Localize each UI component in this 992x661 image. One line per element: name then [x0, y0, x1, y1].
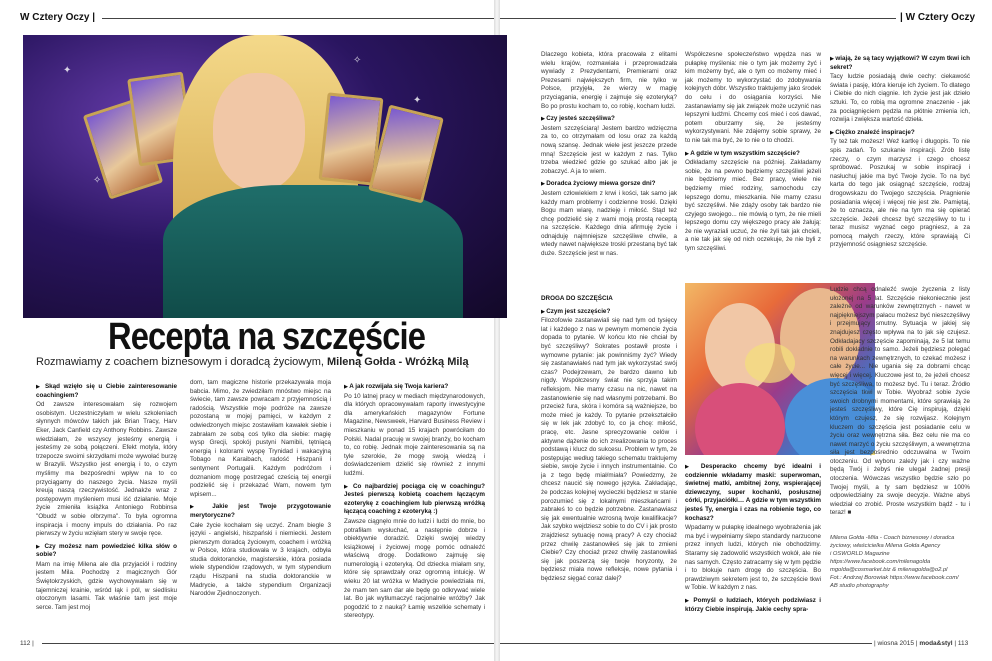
body-paragraph: Ludzie chcą odnaleźć swoje życzenia z listy ułożonej na 5 lat. Szczęście niekoniecznie jest zależne od warunków zewnętrznych - nawet w najpiękniejszym pałacu możesz być nieszczęśliwy i przejmujący smutny. Sytuacja w jakiej się znajdujesz często wpływa na to jak się czujesz. Odkładajacy szczęście zapominają, że 5 lat temu robili dokładnie to samo. Jeżeli będziesz polegać na warunkach zewnętrznych, to czekać możesz i całe życie... Nie ugania się za dobrami chcąc więcej i więcej. Kluczowe jest to, że jeżeli chcesz być szczęśliwa, to możesz być. Tu i teraz. Źródło szczęścia tkwi w Tobie. Wyobraź sobie życie swoich drobnymi momentami, które sprawiają że jesteś szczęśliwy, które Cię inspirują, dzięki którym czujesz, że się rozwijasz. Kolejnym kluczem do szczęścia jest posiadanie celu w życiu oraz wewnętrzna siła. Bez celu nie ma co nawet marzyć o życiu szczęśliwym, a wewnętrzna siła jest bezpośrednio odczuwalna w Twoim otoczeniu. Od wyboru zależy jak i czy ważne będą Twój i żebyś nie ulegał żadnej presji otoczenia. Wówczas wszystko będzie szło po Twojej myśli, a ty sam będziesz w 100% odpowiedzialny za swoje decyzje. Ważne abyś wiedział co zrobić. Proste wszystkim bądź - tu i teraz! ■	[830, 286, 970, 517]
footer-rule	[42, 643, 494, 644]
interview-question: ▶ A jak rozwijała się Twoja kariera?	[344, 383, 485, 392]
interview-question: ▶ A gdzie w tym wszystkim szczęście?	[685, 150, 821, 159]
text-column	[541, 289, 677, 636]
body-paragraph: dom, tam magiczne historie przekazywała moja babcia. Mimo, że zwiedziłam mnóstwo miejsc na świecie, tam zawsze powracam z przyjemnością i radością. Wszystkie moje podróże na zawsze pozostaną w mojej pamięci, w każdym z odwiedzonych miejsc zostawiłam kawałek siebie i zabrałam ze sobą coś tylko dla siebie: magię wysp Grecji, spokój pustyni Namibii, tętniącą energią i kolorami wyspę Trynidad i wakacyjną Tobago na Karaibach, radość Hiszpanii i sentyment Portugalii. Każdym podróżom i doznaniom mogę postrzegać cześcią tej energii podzielić się i przekazać Wam, nowem tym wpisem...	[190, 379, 331, 498]
text-column	[685, 459, 821, 636]
interview-question: ▶ Skąd wzięło się u Ciebie zainteresowanie coachingiem?	[36, 383, 177, 400]
body-paragraph: Dlaczego kobieta, która pracowała z elitami wielu krajów, rozmawiała i przeprowadzała wywiady z Prezydentami, Premierami oraz Prezesami największych firm, nie tylko w Polsce, przyjęła, że wierzy w magię przyciągania, energię i zajmuje się ezoteryką? Bo po prostu kocham to, co robię, kocham ludzi.	[541, 51, 677, 110]
body-paragraph: Współczesne społeczeństwo wpędza nas w pułapkę myślenia: nie o tym jak możemy żyć i kim możemy być, ale o tym co możemy mieć i jak możemy to wykorzystać do zdobywania kolejnych dóbr. Wszystko traktujemy jako środek do celu i do osiągania korzyści. Nie zastanawiamy się jak związek może uczynić nas lepszymi ludźmi. Chcemy coś mieć i coś dawać, potem oburzamy się, że jesteśmy wykorzystywani. Nie zdajemy sobie sprawy, że to nie tak ma być, że to nie o to chodzi.	[685, 51, 821, 144]
section-heading: DROGA DO SZCZĘŚCIA	[541, 295, 613, 302]
body-paragraph: Jestem szczęściarą! Jestem bardzo wdzięczna za to, co otrzymałam od losu oraz za każdą nową szansę. Jednak wiele jest jeszcze przede mną! Szczęście jest w każdym z nas. Tylko trzeba wiedzieć gdzie go szukać albo jak je zobaczyć. A ja to wiem.	[541, 124, 677, 175]
body-paragraph: Tacy ludzie posiadają dwie cechy: ciekawość świata i pasję, która kieruje ich życiem. To dlatego i Ciebie do nich ciągnie. Ich życie jest jak dzieło sztuki. To, co robią ma ogromne znaczenie - jak za pociągnięciem pędzla na płótnie zmienia ich, rozwija i zwiększa wartość dzieła.	[830, 73, 970, 124]
body-paragraph: Mam na imię Milena ale dla przyjaciół i rodziny jestem Mila. Pochodzę z magicznych Gór Świętokrzyskich, gdzie wychowywałam się w tajemniczej krainie, wśród łąk i pól, w siedlisku otoczonym lasami. Tak właśnie tam jest moje serce. Tam jest moj	[36, 560, 177, 611]
article-subtitle: Rozmawiamy z coachem biznesowym i doradcą życiowym, Mileną Gołda - Wróżką Milą	[36, 356, 469, 368]
footer-rule	[500, 643, 872, 644]
body-paragraph: Ty też tak możesz! Weź kartkę i długopis. To nie spis zadań. To szukanie inspiracji. Zrób listę rzeczy, o czym marzysz i czego chcesz spróbować. Poszukaj w sobie inspiracji i nasłuchuj jakie ma być Twoje życie. To na być karta do tego jak osiągnąć szczęście, rodzaj drogowskazu do Twojego szczęścia. Pragnienie posiadania więcej i więcej nie jest złe. Pamiętaj, że to oznacza, ale nie na tym ma się opierać szczęście. Jeżeli chcesz być szczęśliwy to tu i teraz musisz wyznać cego pragniesz, a za pomocą małych rzeczy, które sprawiają Ci przyjemność osiągniesz szczęście.	[830, 138, 970, 249]
text-column	[344, 379, 485, 636]
section-name: Cztery Oczy	[917, 12, 976, 23]
text-column	[830, 286, 970, 526]
text-column	[190, 379, 331, 636]
body-paragraph: Od zawsze interesowałam się rozwojem osobistym. Uczestniczyłam w wielu szkoleniach słynnych mówców takich jak Brian Tracy, Harv Eker, Jack Canfield czy Anthony Robbins. Zawsze wiedziałam, że wszyscy jesteśmy energią i jesteśmy ze sobą połączeni. Efekt motyla, który trzepocze swoimi skrzydłami może wywołać burzę w Brazylii. Wszystko jest energią i to, o czym myślimy ma bezpośredni wpływ na to co przyciągamy do naszego życia. Nasze myśli kreują naszą rzeczywistość. Jednakże wraz z postępowym myśleniem musi iść działanie. Moje życie zmieniła książka Antoniego Robbinsa "Obudź w sobie olbrzyma". To była ogromna inspiracja i mocny impuls do działania. Po raz pierwszy w życiu wzięłam stery w swoje ręce.	[36, 401, 177, 538]
brand-mark: W	[905, 12, 916, 23]
interview-question: ▶ Pomyśl o ludziach, których podziwiasz i którzy Ciebie inspirują. Jakie cechy spra-	[685, 597, 821, 614]
interview-question: ▶ Czym jest szczęście?	[541, 308, 677, 317]
text-column	[541, 51, 677, 283]
body-paragraph: Całe życie kochałam się uczyć. Znam biegle 3 języki - angielski, hiszpański i niemiecki. Jestem pierwszym doradcą życiowym, coachem i wróżką w Polsce, która studiowała w 3 krajach, odbyła studia doktoranckie, magisterskie, która posiada wiele stypendiów rządowych, w tym stypendium rządu Hiszpanii na studia doktoranckie w Madrycie, a także stypendium Organizacji Narodów Zjednoczonych.	[190, 521, 331, 598]
running-head-right: | W Cztery Oczy	[900, 12, 976, 23]
body-paragraph: Jestem człowiekiem z krwi i kości, tak samo jak każdy mam problemy i codzienne troski. Dzięki Bogu mam wiarę, nadzieję i miłość. Stąd też chcę podzielić się z wami moją prostą receptą na szczęście. Każdego dnia afirmuję życie i odnajduję najmniejsze szczęśliwe chwile, a wtedy nawet największe troski przestaną być tak duże. Szczęście jest w nas.	[541, 189, 677, 258]
header-rule	[500, 18, 896, 19]
text-column	[685, 51, 821, 276]
interview-question: ▶ wiają, że są tacy wyjątkowi? W czym tkwi ich sekret?	[830, 55, 970, 72]
author-caption: Milena Gołda -Mila - Coach biznesowy i doradca życiowy, właścicielka Milena Gołda Agency i OSWORLD Magazine https://www.facebook.com/milenagolda mgolda@cosmarket.biz & milenagolda@o2.pl Fot.: Andrzej Borowiak https://www.facebook.com/ AB studio photography	[830, 535, 959, 589]
portrait-photo: ✦ ✦ ✧ ✧	[23, 35, 507, 318]
page-number-left: 112 |	[20, 640, 34, 647]
body-paragraph: Zawsze ciągnęło mnie do ludzi i ludzi do mnie, bo potrafiłam wysłuchać, a następnie dobrze i obiektywnie doradzić. Dzięki swojej wiedzy książkowej i życiowej mogę pomóc odnaleźć właściwą drogę. Dodatkowo zajmuję się numerologią i ezoteryką. Od dziecka miałam sny, które się sprawdzały oraz ogromną intuicję. W wieku 20 lat wróżka w Madrycie powiedziała mi, że mam ten sam dar ale będę go odkrywać wiele lat. Bo jak wytłumaczyć racjonalnie wróżby? Jak pogodzić to z nauką? Łamię wszelkie schematy i stereotypy.	[344, 517, 485, 620]
header-rule	[102, 18, 494, 19]
page-number-right: | wiosna 2015 | moda&styl | 113	[874, 640, 969, 647]
body-paragraph: Po 10 latnej pracy w mediach międzynarodowych, dla których opracowywałam raporty inwestycyjne dla amerykańskich magazynów Fortune Magazine, Newsweek, Harvard Business Review i mieszkaniu w ponad 15 krajach powróciłam do Polski. Nadal pracuję w swojej branży, bo kocham to, co robię. Jednak moje zainteresowania są na tyle szerokie, że mogę swoją wiedzą i doświadczeniem dzielić się również z innymi ludźmi.	[344, 392, 485, 477]
interview-question: ▶ Czy jesteś szczęśliwa?	[541, 115, 677, 124]
interview-question: ▶ Desperacko chcemy być idealni i codziennie wkładamy maski: superwoman, świetnej matki, ambitnej żony, wspierającej dziewczyny, super kochanki, posłusznej córki, przyjaciółki… A gdzie w tym wszystkim jesteś Ty, energia i czas na robienie tego, co kochasz?	[685, 463, 821, 523]
section-name: Cztery Oczy	[32, 12, 90, 23]
brand-mark: W	[20, 12, 30, 23]
body-paragraph: Odkładamy szczęście na później. Zakładamy sobie, że na pewno będziemy szczęśliwi jeżeli nie będziemy mieć. Bez pracy, wiele nie będziemy mieć rodziny, samochodu czy lepszego domu, mieszkania. Nie mamy czasu być szczęśliwi. Nie zdąży osoby tak bardzo nie czyjego swojego... nie mówią o tym, że nie mieli lepszego domu czy większego pracy ale żałują: że nie wyraziali uczuć, że nie żyli tak jak chcieli, a nie tak jak się od nich oczekuje, że nie byli z tym szczęśliwi.	[685, 159, 821, 253]
interview-question: ▶ Doradca życiowy miewa gorsze dni?	[541, 180, 677, 189]
body-paragraph: Filozofowie zastanawiali się nad tym od tysięcy lat i każdego z nas w pewnym momencie życia dopada to pytanie. W końcu kto nie chciał by być szczęśliwy? Sokrates postawił proste i wymowne pytanie: jak powinniśmy żyć? Wiedy się zastanawiałeś nad tym jak wykorzystać swój czas? Podejrzewam, że bardzo dawno lub nigdy. Współczesny świat nie sprzyja takim refleksjom. Nie mamy czasu na nic, nawet na zastanowienie się nad własnymi potrzebami. Bo przecież fura, skóra i komóra są ważniejsze, bo może mieć je każdy. To pytanie przekształciło się w lek jak zdobyć to, co ja chcę: miłość, pracę, etc. Jasne sprecyzowanie celów i aktywne dążenie do ich zrealizowania to proces podstawą i klucz do sukcesu. Problem w tym, że postępując według takiego schematu traktujemy siebie, swoje życie i innych instrumentalnie. Co ja z tego będę miał/miała? Powiedzmy, że chcesz naucić się nowego języka. Zakładając, że podczas kolejnej wycieczki będziesz w stanie porozumieć się z lokalnymi mieszkańcami i zabrałeś to co będzie potrzebne. Zastanawiasz się jak ewentualnie wzrosną twoje kwalifikacje? Jak szybko wejdziesz sobie to do CV i jak prosto zrajdziesz sytuację nową pracy? A czy chociaż przez chwilę zastanowiłeś się jak to zmieni Ciebie? Czy chociaż przez chwilę zastanowiłaś się jak poszerzą się twoje horyzonty, że będziesz miała nowe refleksje, nowe pytania i będziesz sięgać coraz dalej?	[541, 317, 677, 582]
body-paragraph: Wpadamy w pułapkę idealnego wyobrażenia jak ma być i wypełniamy ślepo standardy narzucone przez innych ludzi, których nie obchodzimy. Staramy się zadowolić wszystkich wokół, ale nie nas samych. Często zatracamy się w tym pędzie i to blokuje nam drogę do szczęścia. Bo prawdziwym sekretem jest to, że szczęście tkwi w Tobie. W każdym z nas.	[685, 524, 821, 592]
running-head-left: W Cztery Oczy |	[20, 12, 96, 23]
interview-question: ▶ Ciężko znaleźć inspiracje?	[830, 129, 970, 138]
text-column	[830, 51, 970, 283]
article-title: Recepta na szczęście	[108, 316, 426, 358]
interview-question: ▶ Co najbardziej pociąga cię w coachingu? Jesteś pierwszą kobietą coachem łączącym ezoterykę z coachingiem lub pierwszą wróżką łączącą coaching z ezoteryką :)	[344, 483, 485, 517]
text-column	[36, 379, 177, 636]
interview-question: ▶ Jakie jest Twoje przygotowanie merytoryczne?	[190, 503, 331, 520]
interview-question: ▶ Czy możesz nam powiedzieć kilka słów o sobie?	[36, 543, 177, 560]
